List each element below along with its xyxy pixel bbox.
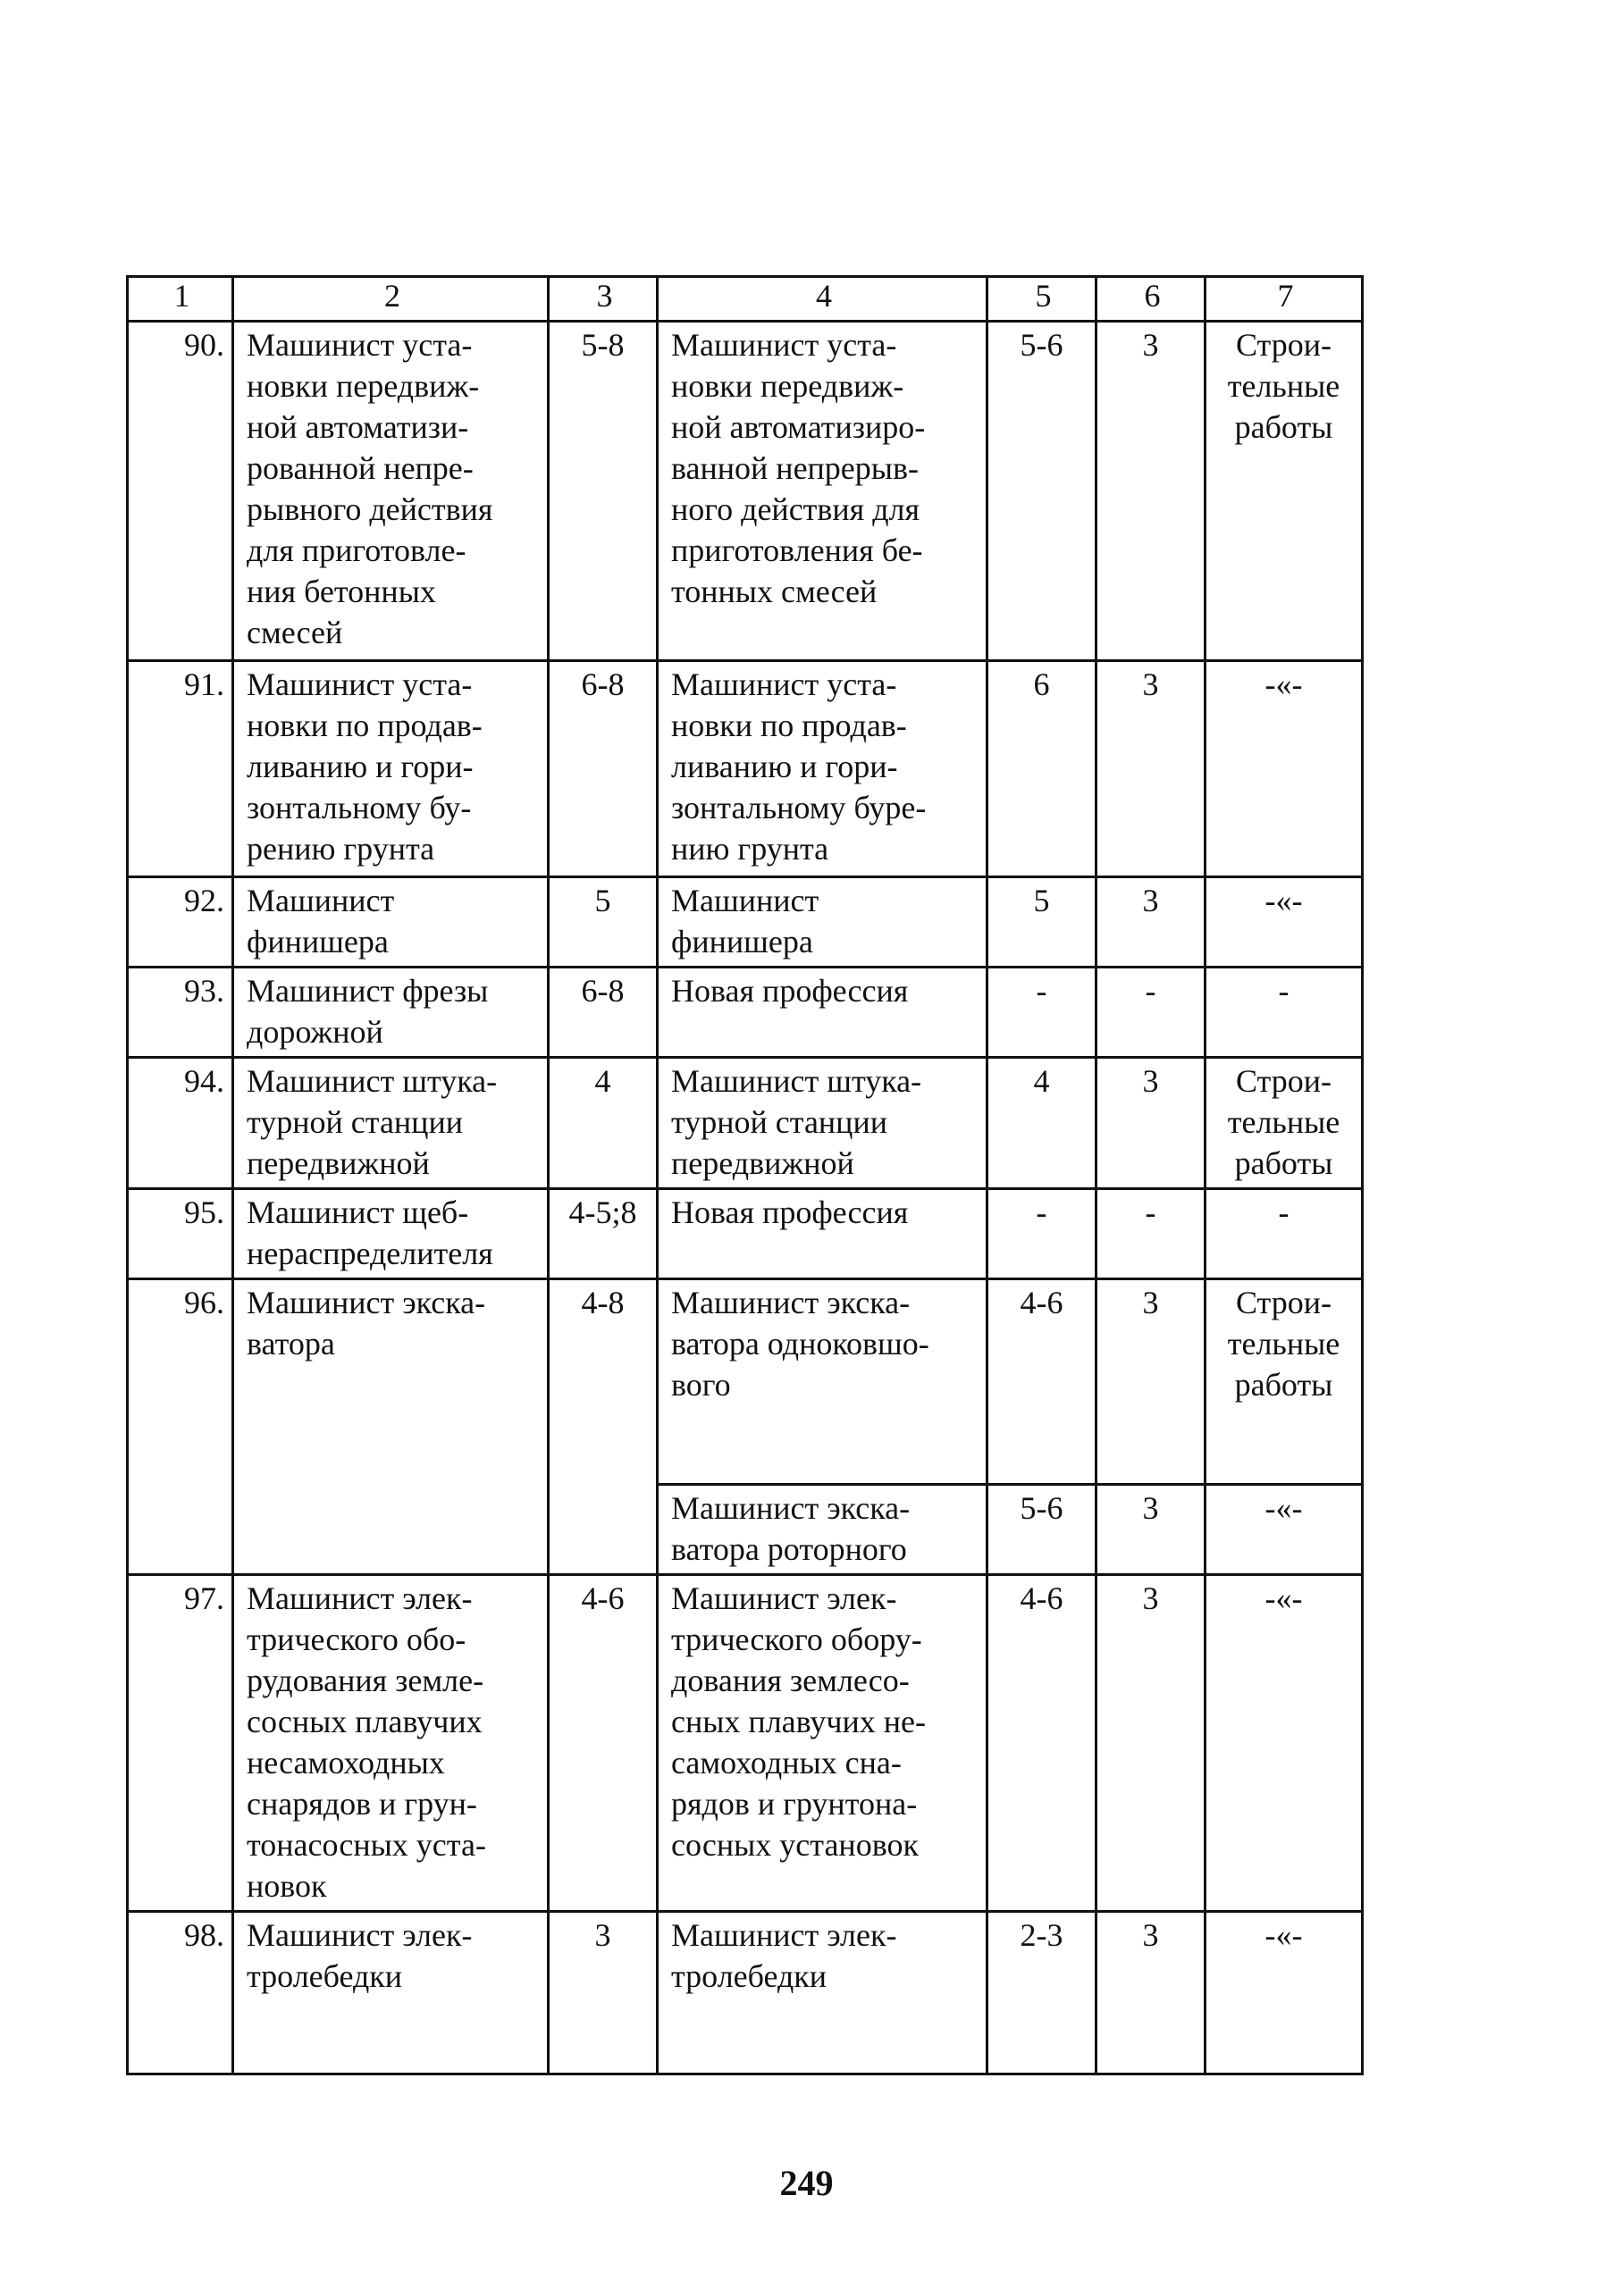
section-name: Строи- тельные работы bbox=[1206, 1058, 1363, 1189]
row-number: 93. bbox=[128, 968, 233, 1058]
old-grade-range: 4-6 bbox=[987, 1575, 1096, 1912]
issue-number: 3 bbox=[1096, 1912, 1206, 2074]
row-number: 92. bbox=[128, 877, 233, 968]
grade-range: 4-5;8 bbox=[549, 1189, 658, 1279]
row-number: 95. bbox=[128, 1189, 233, 1279]
old-grade-range: 5 bbox=[987, 877, 1096, 968]
old-grade-range: 6 bbox=[987, 661, 1096, 877]
profession-table bbox=[126, 275, 1364, 2075]
page-number: 249 bbox=[779, 2163, 834, 2203]
issue-number: 3 bbox=[1096, 1485, 1206, 1575]
row-number: 90. bbox=[128, 322, 233, 661]
header-cell: 6 bbox=[1096, 277, 1206, 322]
table-row bbox=[128, 1279, 1363, 1485]
old-grade-range: 4-6 bbox=[987, 1279, 1096, 1485]
section-name: -«- bbox=[1206, 661, 1363, 877]
header-cell: 2 bbox=[233, 277, 549, 322]
section-name: - bbox=[1206, 968, 1363, 1058]
profession-name: Машинист уста- новки по продав- ливанию и гори- зонтальному бу- рению грунта bbox=[233, 661, 549, 877]
section-name: -«- bbox=[1206, 1485, 1363, 1575]
issue-number: - bbox=[1096, 1189, 1206, 1279]
table-row bbox=[128, 1189, 1363, 1279]
table-row bbox=[128, 1058, 1363, 1189]
old-profession-name: Новая профессия bbox=[658, 968, 987, 1058]
grade-range: 4 bbox=[549, 1058, 658, 1189]
grade-range: 5-8 bbox=[549, 322, 658, 661]
old-grade-range: 2-3 bbox=[987, 1912, 1096, 2074]
profession-name: Машинист элек- тролебедки bbox=[233, 1912, 549, 2074]
profession-name: Машинист штука- турной станции передвижной bbox=[233, 1058, 549, 1189]
issue-number: 3 bbox=[1096, 1575, 1206, 1912]
grade-range: 4-6 bbox=[549, 1575, 658, 1912]
table-row bbox=[128, 877, 1363, 968]
section-name: -«- bbox=[1206, 877, 1363, 968]
row-number: 98. bbox=[128, 1912, 233, 2074]
issue-number: 3 bbox=[1096, 877, 1206, 968]
issue-number: - bbox=[1096, 968, 1206, 1058]
row-number: 94. bbox=[128, 1058, 233, 1189]
old-profession-name: Машинист финишера bbox=[658, 877, 987, 968]
old-grade-range: - bbox=[987, 1189, 1096, 1279]
row-number: 91. bbox=[128, 661, 233, 877]
old-grade-range: 4 bbox=[987, 1058, 1096, 1189]
profession-name: Машинист экска- ватора bbox=[233, 1279, 549, 1575]
row-number: 97. bbox=[128, 1575, 233, 1912]
grade-range: 4-8 bbox=[549, 1279, 658, 1575]
profession-name: Машинист фрезы дорожной bbox=[233, 968, 549, 1058]
grade-range: 3 bbox=[549, 1912, 658, 2074]
profession-name: Машинист элек- трического обо- рудования земле- сосных плавучих несамоходных снарядов и грун- тонасосных уста- новок bbox=[233, 1575, 549, 1912]
old-profession-name: Машинист уста- новки передвиж- ной автоматизиро- ванной непрерыв- ного действия для приготовления бе- тонных смесей bbox=[658, 322, 987, 661]
header-cell: 3 bbox=[549, 277, 658, 322]
table-row bbox=[128, 1575, 1363, 1912]
grade-range: 6-8 bbox=[549, 968, 658, 1058]
table-row bbox=[128, 1912, 1363, 2074]
header-cell: 4 bbox=[658, 277, 987, 322]
header-cell: 1 bbox=[128, 277, 233, 322]
section-name: -«- bbox=[1206, 1575, 1363, 1912]
issue-number: 3 bbox=[1096, 1279, 1206, 1485]
profession-name: Машинист уста- новки передвиж- ной автоматизи- рованной непре- рывного действия для приготовле- ния бетонных смесей bbox=[233, 322, 549, 661]
table-row bbox=[128, 661, 1363, 877]
issue-number: 3 bbox=[1096, 322, 1206, 661]
old-profession-name: Машинист уста- новки по продав- ливанию и гори- зонтальному буре- нию грунта bbox=[658, 661, 987, 877]
old-profession-name: Машинист экска- ватора одноковшо- вого bbox=[658, 1279, 987, 1485]
header-row bbox=[128, 277, 1363, 322]
section-name: Строи- тельные работы bbox=[1206, 322, 1363, 661]
row-number: 96. bbox=[128, 1279, 233, 1575]
profession-name: Машинист финишера bbox=[233, 877, 549, 968]
old-profession-name: Машинист элек- тролебедки bbox=[658, 1912, 987, 2074]
old-grade-range: - bbox=[987, 968, 1096, 1058]
section-name: - bbox=[1206, 1189, 1363, 1279]
issue-number: 3 bbox=[1096, 1058, 1206, 1189]
old-profession-name: Машинист штука- турной станции передвижной bbox=[658, 1058, 987, 1189]
old-profession-name: Новая профессия bbox=[658, 1189, 987, 1279]
grade-range: 5 bbox=[549, 877, 658, 968]
header-cell: 5 bbox=[987, 277, 1096, 322]
old-grade-range: 5-6 bbox=[987, 1485, 1096, 1575]
issue-number: 3 bbox=[1096, 661, 1206, 877]
table-row bbox=[128, 968, 1363, 1058]
grade-range: 6-8 bbox=[549, 661, 658, 877]
table-row bbox=[128, 322, 1363, 661]
header-cell: 7 bbox=[1206, 277, 1363, 322]
old-profession-name: Машинист экска- ватора роторного bbox=[658, 1485, 987, 1575]
old-grade-range: 5-6 bbox=[987, 322, 1096, 661]
section-name: -«- bbox=[1206, 1912, 1363, 2074]
old-profession-name: Машинист элек- трического обору- дования землесо- сных плавучих не- самоходных сна- рядов и грунтона- сосных установок bbox=[658, 1575, 987, 1912]
profession-name: Машинист щеб- нераспределителя bbox=[233, 1189, 549, 1279]
section-name: Строи- тельные работы bbox=[1206, 1279, 1363, 1485]
